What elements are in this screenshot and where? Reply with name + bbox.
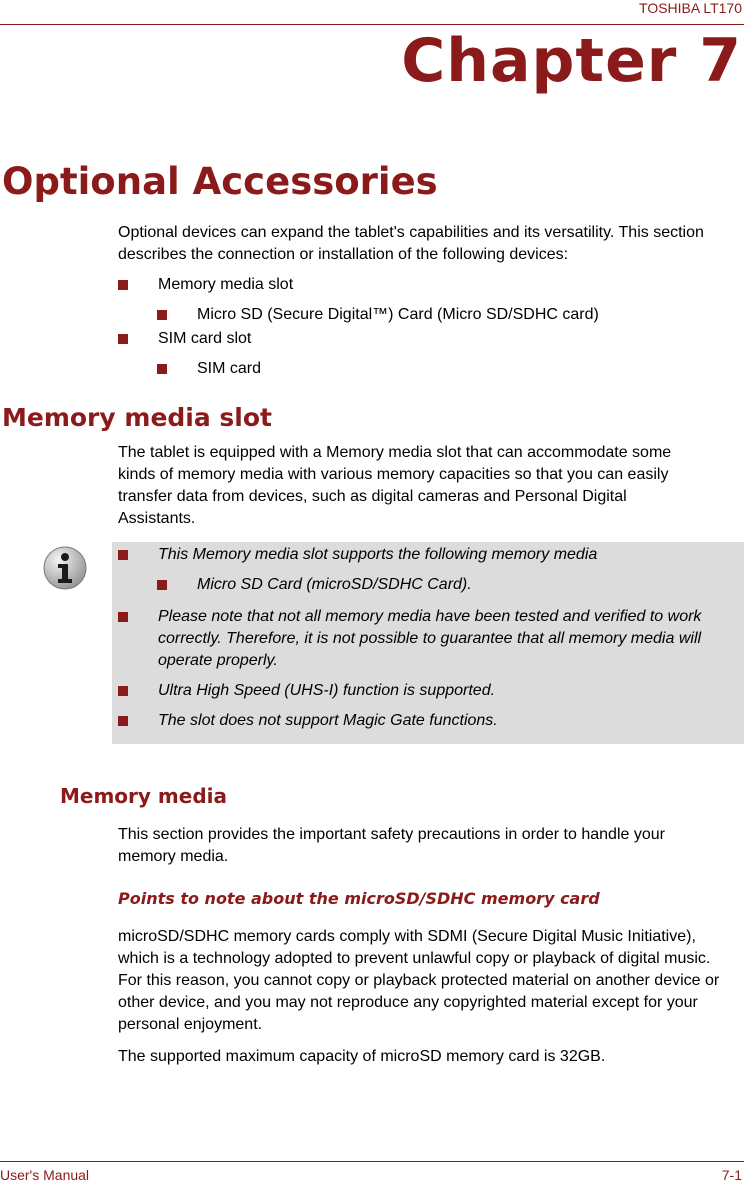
note-bullet-marker: [118, 612, 128, 622]
memory-slot-paragraph: The tablet is equipped with a Memory media slot that can accommodate some kinds of memory media with various memory capacities so that you can easily transfer data from devices, such as digital cameras and Personal Digital Assistants.: [118, 444, 672, 527]
microsd-subheading: Points to note about the microSD/SDHC memory card: [118, 889, 600, 908]
sdmi-paragraph: microSD/SDHC memory cards comply with SDMI (Secure Digital Music Initiative), which is a technology adopted to prevent unlawful copy or playback of digital music. For this reason, you cannot copy or playback protected material on another device or other device, and you may not reproduce any copyrighted material except for your personal enjoyment.: [118, 928, 720, 1033]
memory-slot-heading: Memory media slot: [2, 403, 273, 432]
footer-manual: User's Manual: [0, 1167, 90, 1183]
note-bullet-marker: [118, 686, 128, 696]
header-product: TOSHIBA LT170: [639, 0, 742, 16]
note-item-uhs: Ultra High Speed (UHS-I) function is supported.: [158, 682, 496, 699]
sub-bullet-sim-card: SIM card: [197, 360, 262, 377]
footer-rule: [0, 1161, 744, 1162]
note-sub-bullet-marker: [157, 580, 167, 590]
bullet-sim-card-slot: SIM card slot: [158, 330, 252, 347]
bullet-memory-media-slot: Memory media slot: [158, 276, 294, 293]
section-title: Optional Accessories: [2, 160, 438, 203]
note-item-microsd: Micro SD Card (microSD/SDHC Card).: [197, 576, 472, 593]
bullet-marker: [118, 334, 128, 344]
sub-bullet-marker: [157, 310, 167, 320]
sub-bullet-marker: [157, 364, 167, 374]
note-bullet-marker: [118, 550, 128, 560]
chapter-title: Chapter 7: [401, 26, 742, 96]
note-bullet-marker: [118, 716, 128, 726]
capacity-paragraph: The supported maximum capacity of microSD memory card is 32GB.: [118, 1048, 606, 1065]
bullet-marker: [118, 280, 128, 290]
footer-page-number: 7-1: [721, 1167, 742, 1183]
intro-paragraph: Optional devices can expand the tablet's capabilities and its versatility. This section describes the connection or installation of the following devices:: [118, 224, 704, 263]
memory-media-heading: Memory media: [60, 784, 227, 808]
note-item-magic-gate: The slot does not support Magic Gate functions.: [158, 712, 498, 729]
info-icon: [43, 546, 87, 590]
header-rule: [0, 24, 744, 25]
memory-media-paragraph: This section provides the important safety precautions in order to handle your memory media.: [118, 826, 665, 865]
sub-bullet-micro-sd: Micro SD (Secure Digital™) Card (Micro SD/SDHC card): [197, 306, 599, 323]
note-item-supports: This Memory media slot supports the following memory media: [158, 546, 598, 563]
note-item-not-tested: Please note that not all memory media have been tested and verified to work correctly. Therefore, it is not possible to guarantee that all memory media will operate properly.: [158, 608, 702, 669]
